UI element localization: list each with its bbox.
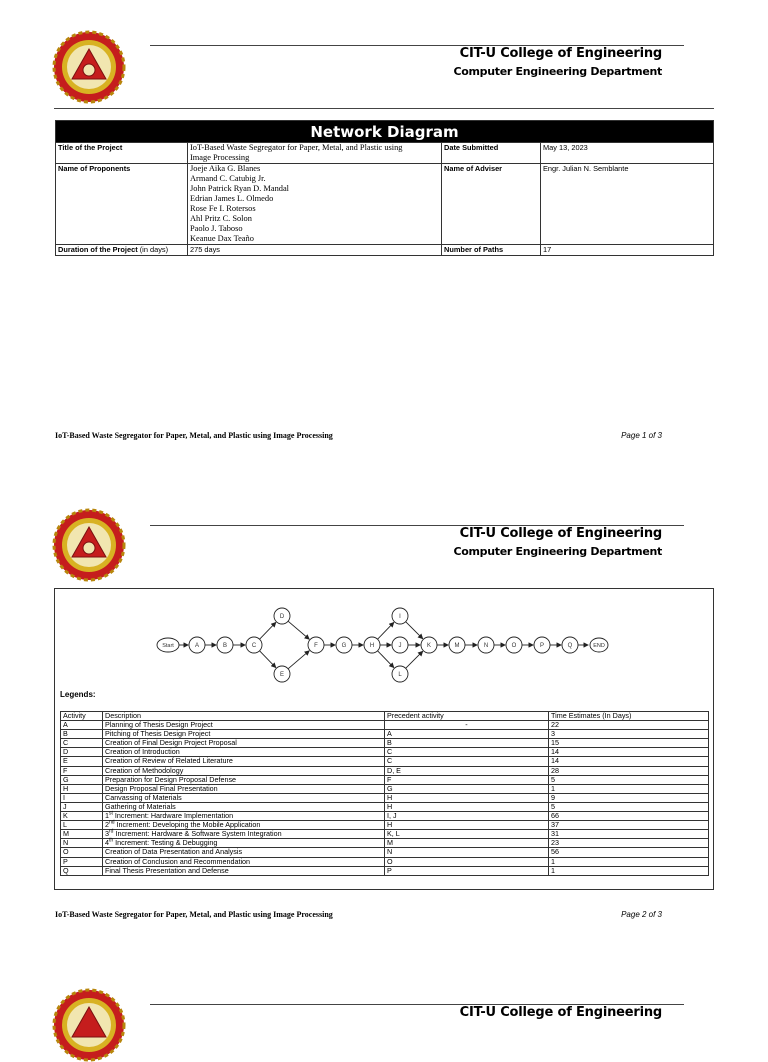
table-cell: F — [385, 775, 549, 784]
diagram-edge-h-l — [378, 651, 394, 668]
page-number: Page 1 of 3 — [621, 431, 662, 440]
table-cell: 28 — [549, 766, 709, 775]
diagram-node-m — [449, 637, 465, 653]
network-diagram — [54, 588, 714, 688]
page-number: Page 2 of 3 — [621, 910, 662, 919]
page-rule — [54, 108, 714, 109]
adviser-value: Engr. Julian N. Semblante — [541, 164, 714, 245]
table-cell: 66 — [549, 812, 709, 821]
diagram-node-label: N — [483, 643, 489, 649]
table-cell: N — [385, 848, 549, 857]
diagram-node-label: F — [314, 643, 318, 649]
proponents-list — [188, 164, 442, 245]
diagram-node-h — [364, 637, 380, 653]
table-cell: 14 — [549, 748, 709, 757]
diagram-node-f — [308, 637, 324, 653]
table-row — [61, 757, 709, 766]
diagram-node-a — [189, 637, 205, 653]
table-cell: H — [385, 821, 549, 830]
table-cell: I — [61, 793, 103, 802]
increment-description: Increment: Developing the Mobile Application — [116, 820, 261, 830]
table-cell: K, L — [385, 830, 549, 839]
table-cell: B — [385, 739, 549, 748]
college-name: CIT-U College of Engineering — [459, 46, 662, 61]
table-row — [61, 766, 709, 775]
table-cell: C — [385, 748, 549, 757]
project-info-table — [55, 120, 714, 256]
table-cell: D, E — [385, 766, 549, 775]
diagram-node-label: A — [194, 643, 200, 649]
table-cell: H — [61, 784, 103, 793]
table-cell: Creation of Introduction — [103, 748, 385, 757]
seal-gear — [54, 510, 124, 580]
diagram-node-label: E — [279, 672, 285, 678]
table-cell: - — [385, 721, 549, 730]
table-cell: C — [61, 739, 103, 748]
diagram-node-label: L — [398, 672, 402, 678]
table-cell: 1 — [549, 784, 709, 793]
diagram-node-p — [534, 637, 550, 653]
diagram-node-j — [392, 637, 408, 653]
table-cell: H — [385, 793, 549, 802]
table-cell: 37 — [549, 821, 709, 830]
table-cell: H — [385, 802, 549, 811]
diagram-node-i — [392, 608, 408, 624]
table-cell: I, J — [385, 812, 549, 821]
table-cell: 3 — [549, 730, 709, 739]
increment-number: 2 — [105, 820, 109, 830]
table-cell: Design Proposal Final Presentation — [103, 784, 385, 793]
duration-label-text: Duration of the Project — [58, 245, 138, 254]
table-cell: Preparation for Design Proposal Defense — [103, 775, 385, 784]
table-cell: Q — [61, 866, 103, 875]
adviser-label: Name of Adviser — [442, 164, 541, 245]
diagram-node-label: B — [222, 643, 228, 649]
table-cell: Pitching of Thesis Design Project — [103, 730, 385, 739]
paths-value: 17 — [541, 245, 714, 256]
diagram-node-e — [274, 666, 290, 682]
table-cell: A — [61, 721, 103, 730]
date-label: Date Submitted — [442, 143, 541, 164]
table-cell: G — [61, 775, 103, 784]
diagram-edge-h-i — [378, 622, 394, 639]
diagram-node-label: O — [511, 643, 517, 649]
cit-university-seal — [52, 988, 126, 1062]
column-header: Description — [103, 712, 385, 721]
date-value: May 13, 2023 — [541, 143, 714, 164]
table-cell: 9 — [549, 793, 709, 802]
footer-title: IoT-Based Waste Segregator for Paper, Metal, and Plastic using Image Processing — [55, 431, 333, 440]
diagram-node-label: M — [454, 643, 460, 649]
diagram-node-g — [336, 637, 352, 653]
table-cell: Creation of Conclusion and Recommendation — [103, 857, 385, 866]
table-cell: Planning of Thesis Design Project — [103, 721, 385, 730]
increment-number: 1 — [105, 811, 109, 821]
table-cell: Creation of Review of Related Literature — [103, 757, 385, 766]
table-cell: D — [61, 748, 103, 757]
table-row — [61, 775, 709, 784]
table-cell: P — [61, 857, 103, 866]
diagram-node-end — [590, 638, 608, 652]
diagram-node-d — [274, 608, 290, 624]
duration-label — [56, 245, 188, 256]
table-cell: 5 — [549, 775, 709, 784]
seal-gear — [54, 990, 124, 1060]
increment-suffix: th — [109, 837, 114, 844]
table-cell: O — [385, 857, 549, 866]
table-cell: 1 — [549, 857, 709, 866]
increment-suffix: rd — [109, 828, 114, 835]
cit-university-seal — [52, 508, 126, 582]
diagram-node-label: END — [593, 643, 605, 649]
table-cell: E — [61, 757, 103, 766]
table-cell: 15 — [549, 739, 709, 748]
table-row — [61, 784, 709, 793]
title-label: Title of the Project — [56, 143, 188, 164]
diagram-node-o — [506, 637, 522, 653]
table-cell: 23 — [549, 839, 709, 848]
increment-suffix: st — [109, 810, 113, 817]
table-cell: F — [61, 766, 103, 775]
table-cell: G — [385, 784, 549, 793]
table-cell: O — [61, 848, 103, 857]
legends-label: Legends: — [60, 690, 96, 699]
table-row — [61, 848, 709, 857]
table-cell: C — [385, 757, 549, 766]
increment-number: 3 — [105, 829, 109, 839]
duration-value: 275 days — [188, 245, 442, 256]
diagram-node-l — [392, 666, 408, 682]
proponent: Joeje Aika G. Blanes — [190, 164, 261, 173]
table-cell: J — [61, 802, 103, 811]
diagram-node-label: H — [369, 643, 375, 649]
diagram-node-label: I — [399, 614, 401, 620]
column-header: Time Estimates (In Days) — [549, 712, 709, 721]
diagram-node-label: Q — [567, 643, 573, 649]
table-cell: B — [61, 730, 103, 739]
college-name: CIT-U College of Engineering — [459, 1005, 662, 1020]
paths-label: Number of Paths — [442, 245, 541, 256]
diagram-edge-i-k — [406, 622, 423, 639]
diagram-node-c — [246, 637, 262, 653]
footer-title: IoT-Based Waste Segregator for Paper, Metal, and Plastic using Image Processing — [55, 910, 333, 919]
table-cell: 14 — [549, 757, 709, 766]
diagram-edge-l-k — [406, 651, 423, 668]
table-cell: Gathering of Materials — [103, 802, 385, 811]
diagram-node-start — [157, 638, 179, 652]
table-cell: 5 — [549, 802, 709, 811]
diagram-node-label: J — [398, 643, 402, 649]
proponent: Ahl Pritz C. Solon — [190, 214, 252, 223]
increment-suffix: nd — [109, 819, 115, 826]
column-header: Activity — [61, 712, 103, 721]
network-diagram-banner: Network Diagram — [56, 121, 714, 143]
proponent: Keanue Dax Teaño — [190, 234, 254, 243]
table-cell: Final Thesis Presentation and Defense — [103, 866, 385, 875]
diagram-edge-d-f — [288, 621, 309, 639]
proponent: Paolo J. Taboso — [190, 224, 243, 233]
cit-university-seal — [52, 30, 126, 104]
table-row — [61, 857, 709, 866]
proponent: Rose Fe I. Rotersos — [190, 204, 256, 213]
table-cell: 56 — [549, 848, 709, 857]
department-name: Computer Engineering Department — [453, 545, 662, 558]
proponent: John Patrick Ryan D. Mandal — [190, 184, 289, 193]
diagram-node-n — [478, 637, 494, 653]
table-cell: A — [385, 730, 549, 739]
table-row — [61, 866, 709, 875]
table-cell: Creation of Methodology — [103, 766, 385, 775]
activity-table — [60, 711, 709, 876]
table-cell: M — [61, 830, 103, 839]
proponents-label: Name of Proponents — [56, 164, 188, 245]
table-cell: N — [61, 839, 103, 848]
increment-description: Increment: Hardware Implementation — [114, 811, 234, 821]
diagram-node-label: D — [279, 614, 285, 620]
diagram-node-label: C — [251, 643, 257, 649]
table-cell: Creation of Data Presentation and Analysis — [103, 848, 385, 857]
table-cell: 22 — [549, 721, 709, 730]
department-name: Computer Engineering Department — [453, 65, 662, 78]
table-cell: Creation of Final Design Project Proposal — [103, 739, 385, 748]
table-cell: M — [385, 839, 549, 848]
duration-suffix: (in days) — [137, 245, 169, 254]
table-cell: K — [61, 812, 103, 821]
proponent: Armand C. Catubig Jr. — [190, 174, 266, 183]
seal-gear — [54, 32, 124, 102]
project-title-line: IoT-Based Waste Segregator for Paper, Metal, and Plastic using — [190, 143, 403, 152]
diagram-node-q — [562, 637, 578, 653]
diagram-node-label: G — [341, 643, 347, 649]
table-cell: Canvassing of Materials — [103, 793, 385, 802]
diagram-node-label: P — [539, 643, 545, 649]
diagram-node-label: K — [426, 643, 432, 649]
diagram-edge-c-e — [260, 651, 276, 668]
diagram-node-b — [217, 637, 233, 653]
project-title — [188, 143, 442, 164]
proponent: Edrian James L. Olmedo — [190, 194, 274, 203]
increment-number: 4 — [105, 838, 109, 848]
diagram-edge-c-d — [260, 622, 276, 639]
table-cell: 31 — [549, 830, 709, 839]
increment-description: Increment: Testing & Debugging — [115, 838, 218, 848]
column-header: Precedent activity — [385, 712, 549, 721]
diagram-node-k — [421, 637, 437, 653]
diagram-node-label: Start — [162, 643, 174, 649]
project-title-line: Image Processing — [190, 153, 250, 162]
increment-description: Increment: Hardware & Software System Integration — [115, 829, 282, 839]
diagram-edge-e-f — [288, 651, 309, 669]
table-cell: P — [385, 866, 549, 875]
college-name: CIT-U College of Engineering — [459, 526, 662, 541]
table-cell: L — [61, 821, 103, 830]
table-cell: 1 — [549, 866, 709, 875]
